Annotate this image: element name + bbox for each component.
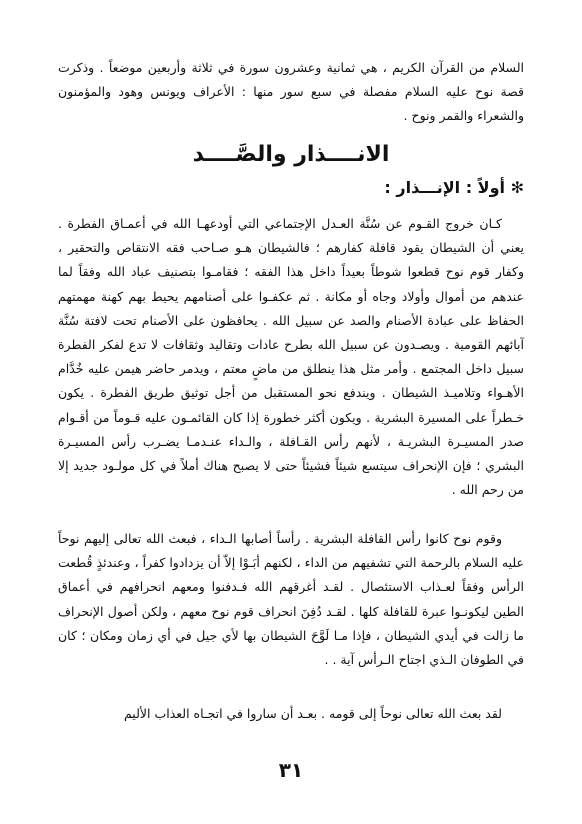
body-paragraph-1: كـان خروج القـوم عن سُنَّة العـدل الإجتماعي التي أودعهـا الله في أعمـاق الفطرة . يعني أن الشيطان يقود قافلة كفارهم ؛ فالشيطان هـو صـاحب فقه الانتقاص والتحقير ، وكفار قوم نوح قطعوا شوطاً بعيداً داخل هذا الفقه ؛ فقامـوا بتصنيف عباد الله وفقاً لما عندهم من أموال وأولاد وجاه أو مكانة . ثم عكفـوا على أصنامهم يحيط بهم كهنة مهمتهم الحفاظ على عبادة الأصنام والصد عن سبيل الله . يحافظون على الأصنام تحت لافتة سُنَّة آبائهم القومية . ويصـدون عن سبيل الله بطرح عادات وتقاليد وثقافات لا تدع لفكر الفطرة سبيل داخل المجتمع . وأمر مثل هذا ينطلق من ماضٍ معتم ، ويدمر حاضر هيمن عليه خُدَّام الأهـواء وتلاميـذ الشيطان . ويندفع نحو المستقبل من أجل توثيق طريق الفطرة . يكون خـطراً على المسيرة البشرية . ويكون أكثر خطورة إذا كان القائمـون عليه قـوماً من أقـوام صدر المسيـرة البشريـة ، لأنهم رأس القـافلة ، والـداء عنـدمـا يضـرب رأس المسيـرة البشري ؛ فإن الإنحراف سيتسع شيئاً فشيئاً حتى لا يصبح هناك أملاً في كل مولـود جديد إلا من رحم الله . <box>58 216 524 498</box>
page-number: ٣١ <box>278 758 304 782</box>
body-paragraph-3: لقد بعث الله تعالى نوحاً إلى قومه . بعـد أن ساروا في اتجـاه العذاب الأليم <box>123 706 502 721</box>
intro-paragraph: السلام من القرآن الكريم ، هي ثمانية وعشرون سورة في ثلاثة وأربعين موضعاً . وذكرت قصة نوح عليه السلام مفصلة في سبع سور منها : الأعراف ويونس وهود والمؤمنون والشعراء والقمر ونوح . <box>58 60 524 124</box>
body-paragraph-2: وقوم نوح كانوا رأس القافلة البشرية . رأساً أصابها الـداء ، فبعث الله تعالى إليهم نوحاً عليه السلام بالرحمة التي تشفيهم من الداء ، لكنهم أبَـوْا إلاّ أن يزدادوا كفراً ، وعندئذٍ قُطعت الرأس وفقاً لعـذاب الاستئصال . لقـد أغرقهم الله فـدفنوا ومعهم انحرافهم في أعماق الطين ليكونـوا عبرة للقافلة كلها . لقـد دُفِنَ انحراف قوم نوح معهم ، ولكن أصول الإنحراف ما زالت في أيدي الشيطان ، فإذا مـا لَوَّحَ الشيطان بها لأي جيل في أي زمان ومكان ؛ كان في الطوفان الـذي اجتاح الـرأس آية . . <box>58 531 524 668</box>
section-heading: ✻ أولاً : الإنـــذار : <box>384 178 524 197</box>
section-title: الانــــذار والصَّــــد <box>192 142 390 167</box>
